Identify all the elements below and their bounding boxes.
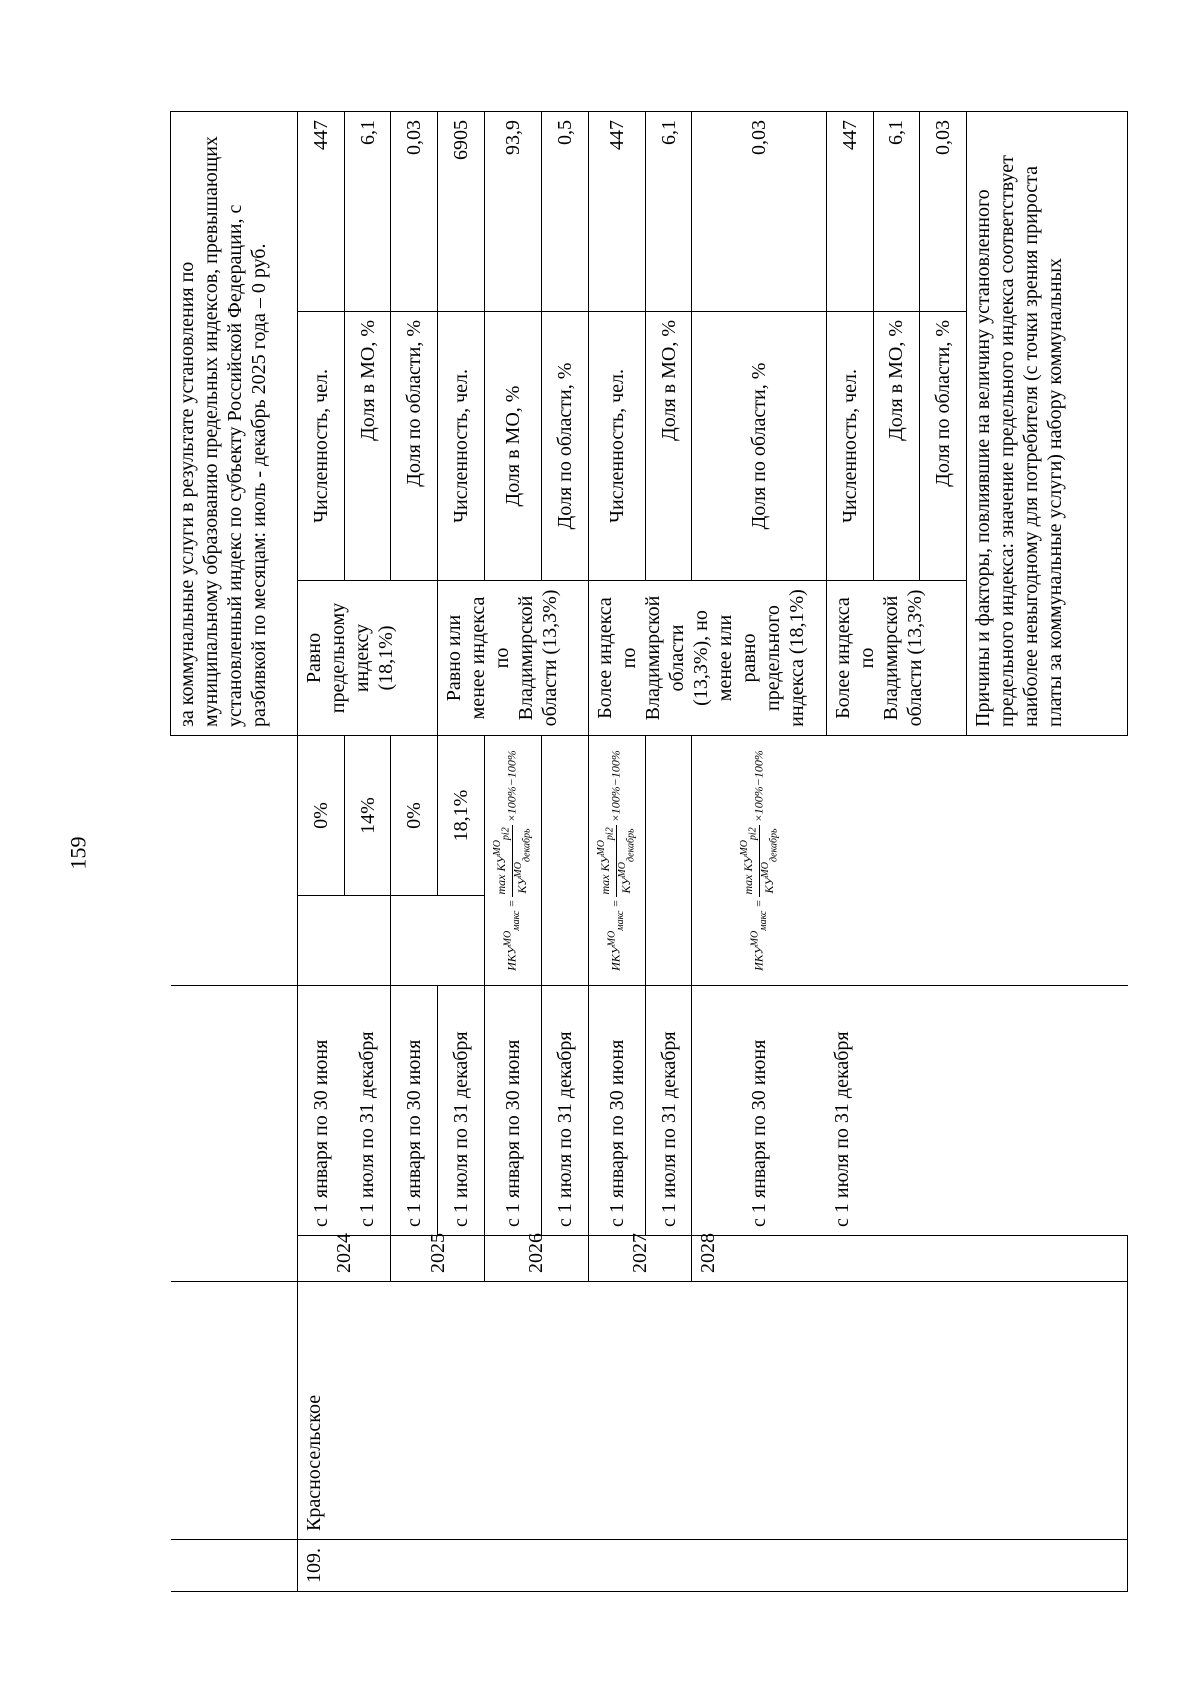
value-cell: 6,1 xyxy=(645,111,692,311)
period-cell: с 1 января по 30 июня xyxy=(484,986,541,1236)
index-value: 0% xyxy=(298,736,345,896)
formula-cell: $ИКУ^{МО}_{макс}$ = $\max КУ^{МО}_{pi2}$ $КУ^{МО}_{декабрь}$ ×100%−100% xyxy=(692,736,827,986)
description-top: за коммунальные услуги в результате установления по муниципальному образованию предельных индексов, превышающих установленный индекс по субъекту Российской Федерации, с разбивкой по месяцам: июль - декабрь 2025 года – 0 руб. xyxy=(171,111,298,735)
cell-empty xyxy=(171,736,298,896)
value-cell: 0,03 xyxy=(391,111,438,311)
index-empty xyxy=(645,896,692,986)
index-empty xyxy=(298,896,345,986)
group-label: Более индекса по Владимирской области (13,3%) xyxy=(826,581,966,736)
formula-cell: $ИКУ^{МО}_{макс}$ = $\max КУ^{МО}_{pi2}$ $КУ^{МО}_{декабрь}$ ×100%−100% xyxy=(484,736,541,986)
metric-cell: Доля по области, % xyxy=(920,312,967,581)
index-value: 14% xyxy=(344,736,391,896)
value-cell: 447 xyxy=(298,111,345,311)
metric-cell: Доля по области, % xyxy=(391,312,438,581)
value-cell: 0,03 xyxy=(692,111,827,311)
formula-cell: $ИКУ^{МО}_{макс}$ = $\max КУ^{МО}_{pi2}$ $КУ^{МО}_{декабрь}$ ×100%−100% xyxy=(588,736,645,986)
metric-cell: Численность, чел. xyxy=(826,312,873,581)
period-cell: с 1 января по 30 июня xyxy=(298,986,345,1236)
period-cell: с 1 января по 30 июня xyxy=(391,986,438,1236)
value-cell: 6,1 xyxy=(344,111,391,311)
value-cell: 447 xyxy=(826,111,873,311)
row-number: 109. xyxy=(298,1540,1128,1592)
metric-cell: Доля в МО, % xyxy=(344,312,391,581)
index-value: 18,1% xyxy=(438,736,485,896)
index-empty xyxy=(391,896,484,986)
index-table xyxy=(170,111,1128,1592)
value-cell: 6,1 xyxy=(873,111,920,311)
description-bottom: Причины и факторы, повлиявшие на величину установленного предельного индекса: значение предельного индекса соответствует наиболее невыгодному для потребителя (с точки зрения прироста платы за коммунальные услуги) набору коммунальных xyxy=(966,111,1127,735)
formula-fraction: $\max КУ^{МО}_{pi2}$ $КУ^{МО}_{декабрь}$ xyxy=(491,827,533,895)
rotated-table-container xyxy=(170,112,1128,1592)
cell-empty xyxy=(171,1540,298,1592)
year-cell: 2024 xyxy=(298,1236,391,1282)
period-cell: с 1 июля по 31 декабря xyxy=(438,986,485,1236)
value-cell: 0,5 xyxy=(541,111,588,311)
table-row xyxy=(171,111,298,1591)
metric-cell: Численность, чел. xyxy=(588,312,645,581)
cell-empty xyxy=(171,896,298,986)
index-empty xyxy=(645,736,692,896)
period-cell: с 1 июля по 31 декабря xyxy=(826,986,1127,1236)
cell-empty xyxy=(171,1236,298,1282)
table-row xyxy=(298,111,345,1591)
metric-cell: Численность, чел. xyxy=(298,312,345,581)
period-cell: с 1 июля по 31 декабря xyxy=(344,986,391,1236)
value-cell: 0,03 xyxy=(920,111,967,311)
municipality-name: Красносельское xyxy=(298,1282,1128,1540)
metric-cell: Доля в МО, % xyxy=(873,312,920,581)
page-number: 159 xyxy=(65,836,91,870)
metric-cell: Численность, чел. xyxy=(438,312,485,581)
year-cell: 2025 xyxy=(391,1236,484,1282)
group-label: Более индекса по Владимирской области (13,3%), но менее или равно предельного индекса (18,1%) xyxy=(588,581,826,736)
formula-fraction: $\max КУ^{МО}_{pi2}$ $КУ^{МО}_{декабрь}$ xyxy=(595,827,637,895)
value-cell: 447 xyxy=(588,111,645,311)
year-cell: 2026 xyxy=(484,1236,588,1282)
period-cell: с 1 июля по 31 декабря xyxy=(645,986,692,1236)
year-cell: 2028 xyxy=(692,1236,1128,1282)
index-value: 0% xyxy=(391,736,438,896)
formula-fraction: $\max КУ^{МО}_{pi2}$ $КУ^{МО}_{декабрь}$ xyxy=(738,827,780,895)
metric-cell: Доля по области, % xyxy=(692,312,827,581)
year-cell: 2027 xyxy=(588,1236,692,1282)
period-cell: с 1 января по 30 июня xyxy=(588,986,645,1236)
period-cell: с 1 января по 30 июня xyxy=(692,986,827,1236)
index-empty xyxy=(826,736,1127,986)
group-label: Равно предельному индексу (18,1%) xyxy=(298,581,438,736)
group-label: Равно или менее индекса по Владимирской области (13,3%) xyxy=(438,581,588,736)
metric-cell: Доля по области, % xyxy=(541,312,588,581)
index-empty xyxy=(541,736,588,896)
index-empty xyxy=(344,896,391,986)
metric-cell: Доля в МО, % xyxy=(484,312,541,581)
cell-empty xyxy=(171,986,298,1236)
cell-empty xyxy=(171,1282,298,1540)
value-cell: 6905 xyxy=(438,111,485,311)
metric-cell: Доля в МО, % xyxy=(645,312,692,581)
value-cell: 93,9 xyxy=(484,111,541,311)
index-empty xyxy=(541,896,588,986)
period-cell: с 1 июля по 31 декабря xyxy=(541,986,588,1236)
